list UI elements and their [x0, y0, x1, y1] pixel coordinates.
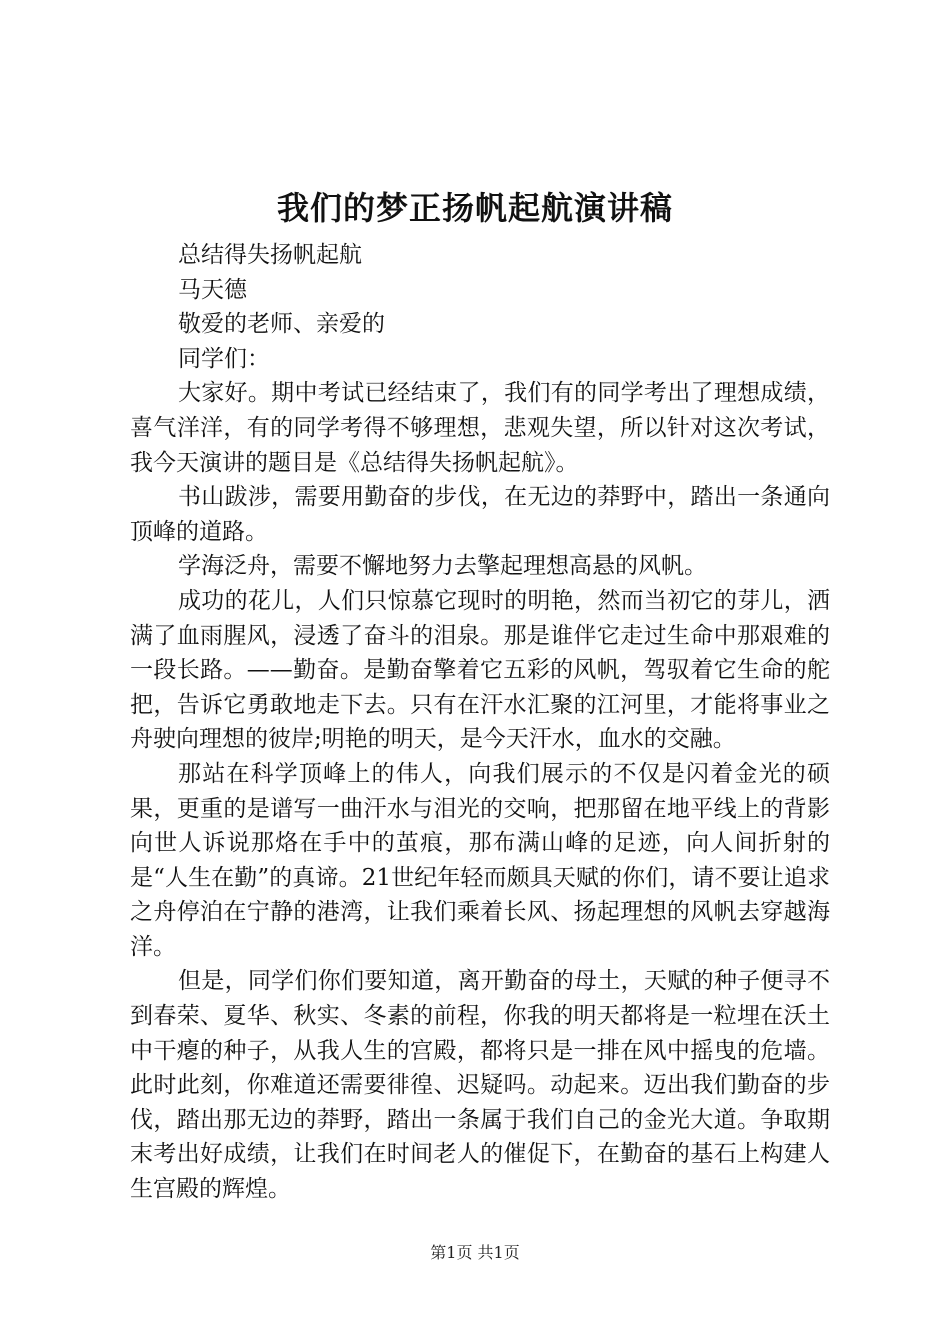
paragraph-2: 书山跋涉，需要用勤奋的步伐，在无边的莽野中，踏出一条通向顶峰的道路。	[130, 484, 830, 545]
subtitle-line: 总结得失扬帆起航	[178, 242, 362, 268]
salutation-line-2: 同学们：	[178, 345, 270, 372]
paragraph-1: 大家好。期中考试已经结束了，我们有的同学考出了理想成绩，喜气洋洋，有的同学考得不够理想，悲观失望，所以针对这次考试，我今天演讲的题目是《总结得失扬帆起航》。	[130, 380, 830, 476]
document-title: 我们的梦正扬帆起航演讲稿	[276, 189, 673, 227]
paragraph-3: 学海泛舟，需要不懈地努力去擎起理想高悬的风帆。	[178, 553, 707, 580]
paragraph-4: 成功的花儿，人们只惊慕它现时的明艳，然而当初它的芽儿，洒满了血雨腥风，浸透了奋斗的泪泉。那是谁伴它走过生命中那艰难的一段长路。——勤奋。是勤奋擎着它五彩的风帆，驾驭着它生命的舵把，告诉它勇敢地走下去。只有在汗水汇聚的江河里，才能将事业之舟驶向理想的彼岸;明艳的明天，是今天汗水，血水的交融。	[130, 587, 830, 753]
document-body	[130, 238, 830, 1207]
salutation-line: 敬爱的老师、亲爱的	[178, 311, 385, 338]
author-line: 马天德	[178, 276, 247, 303]
paragraph-5: 那站在科学顶峰上的伟人，向我们展示的不仅是闪着金光的硕果，更重的是谱写一曲汗水与泪光的交响，把那留在地平线上的背影向世人诉说那烙在手中的茧痕，那布满山峰的足迹，向人间折射的是“人生在勤”的真谛。21世纪年轻而颇具天赋的你们，请不要让追求之舟停泊在宁静的港湾，让我们乘着长风、扬起理想的风帆去穿越海洋。	[130, 760, 830, 960]
paragraph-6: 但是，同学们你们要知道，离开勤奋的母土，天赋的种子便寻不到春荣、夏华、秋实、冬素的前程，你我的明天都将是一粒埋在沃土中干瘪的种子，从我人生的宫殿，都将只是一排在风中摇曳的危墙。此时此刻，你难道还需要徘徨、迟疑吗。动起来。迈出我们勤奋的步伐，踏出那无边的莽野，踏出一条属于我们自己的金光大道。争取期末考出好成绩，让我们在时间老人的催促下，在勤奋的基石上构建人生宫殿的辉煌。	[130, 968, 830, 1203]
page-footer: 第1页 共1页	[430, 1243, 520, 1262]
